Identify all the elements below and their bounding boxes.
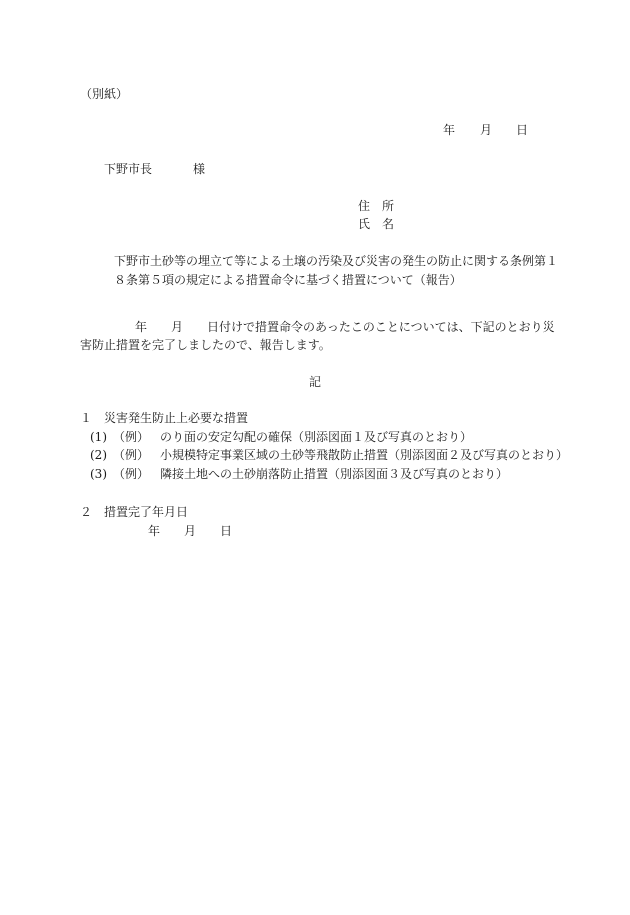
title-line-2: ８条第５項の規定による措置命令に基づく措置について（報告） [114,273,462,287]
sender-name-label: 氏 名 [358,217,395,231]
body-line-2: 害防止措置を完了しましたので、報告します。 [80,338,331,352]
completion-month: 月 [184,524,197,538]
addressee-name: 下野市長 [104,162,153,176]
body-line-1-rest: 日付けで措置命令のあったこのことについては、下記のとおり災 [207,320,555,334]
attachment-label: （別紙） [80,87,129,101]
item-example-label: （例） [113,448,150,462]
item-text: 隣接土地への土砂崩落防止措置（別添図面３及び写真のとおり） [160,467,509,481]
date-day: 日 [516,123,529,137]
completion-day: 日 [220,524,233,538]
item-example-label: （例） [113,467,150,481]
completion-year: 年 [148,524,161,538]
section-1-heading: １ 災害発生防止上必要な措置 [80,411,249,425]
item-number: (1) [90,430,107,444]
item-text: のり面の安定勾配の確保（別添図面１及び写真のとおり） [160,430,473,444]
item-number: (3) [90,467,107,481]
section-2-heading: ２ 措置完了年月日 [80,505,189,519]
item-text: 小規模特定事業区域の土砂等飛散防止措置（別添図面２及び写真のとおり） [160,448,569,462]
body-year: 年 [135,320,148,334]
addressee-honorific: 様 [193,162,206,176]
item-example-label: （例） [113,430,150,444]
ki-heading: 記 [309,375,322,389]
sender-address-label: 住 所 [358,199,395,213]
item-number: (2) [90,448,107,462]
title-line-1: 下野市土砂等の埋立て等による土壌の汚染及び災害の発生の防止に関する条例第１ [114,254,559,268]
date-year: 年 [443,123,456,137]
body-month: 月 [171,320,184,334]
date-month: 月 [480,123,493,137]
